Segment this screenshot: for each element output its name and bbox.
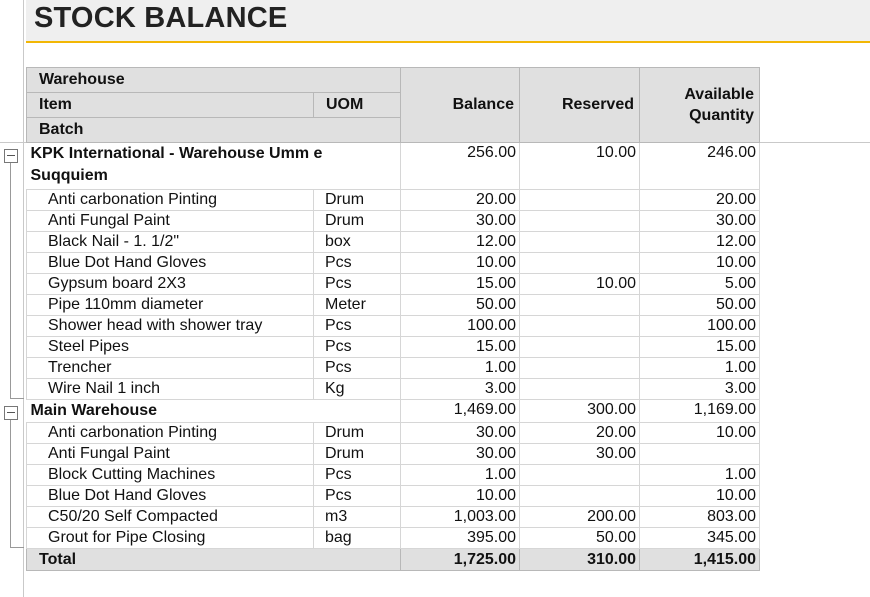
group-available: 246.00 bbox=[640, 143, 760, 190]
item-balance: 100.00 bbox=[401, 316, 520, 337]
item-available: 803.00 bbox=[640, 507, 760, 528]
item-uom: Pcs bbox=[314, 358, 401, 379]
available-quantity-header[interactable] bbox=[640, 68, 760, 143]
item-available: 10.00 bbox=[640, 253, 760, 274]
item-reserved bbox=[520, 337, 640, 358]
item-reserved bbox=[520, 211, 640, 232]
stock-item-row[interactable] bbox=[27, 507, 760, 528]
item-available: 1.00 bbox=[640, 465, 760, 486]
item-available: 20.00 bbox=[640, 190, 760, 211]
item-reserved bbox=[520, 486, 640, 507]
item-balance: 1.00 bbox=[401, 465, 520, 486]
item-balance: 1.00 bbox=[401, 358, 520, 379]
group-reserved: 10.00 bbox=[520, 143, 640, 190]
stock-item-row[interactable] bbox=[27, 274, 760, 295]
item-reserved bbox=[520, 232, 640, 253]
item-available bbox=[640, 444, 760, 465]
item-uom: Drum bbox=[314, 190, 401, 211]
item-available: 10.00 bbox=[640, 486, 760, 507]
item-reserved: 30.00 bbox=[520, 444, 640, 465]
left-gridline bbox=[23, 0, 24, 597]
item-balance: 395.00 bbox=[401, 528, 520, 549]
item-name[interactable]: Shower head with shower tray bbox=[27, 316, 314, 337]
stock-item-row[interactable] bbox=[27, 295, 760, 316]
total-label: Total bbox=[27, 549, 401, 571]
item-uom: bag bbox=[314, 528, 401, 549]
item-name[interactable]: Anti carbonation Pinting bbox=[27, 423, 314, 444]
item-name[interactable]: Black Nail - 1. 1/2" bbox=[27, 232, 314, 253]
item-name[interactable]: Steel Pipes bbox=[27, 337, 314, 358]
item-balance: 15.00 bbox=[401, 274, 520, 295]
item-reserved bbox=[520, 295, 640, 316]
tree-connector-line bbox=[10, 163, 11, 398]
item-balance: 20.00 bbox=[401, 190, 520, 211]
item-reserved bbox=[520, 316, 640, 337]
available-header-line2: Quantity bbox=[689, 107, 754, 124]
item-available: 345.00 bbox=[640, 528, 760, 549]
stock-item-row[interactable] bbox=[27, 232, 760, 253]
group-available: 1,169.00 bbox=[640, 400, 760, 423]
tree-connector-end bbox=[10, 398, 24, 399]
item-available: 12.00 bbox=[640, 232, 760, 253]
item-uom: Pcs bbox=[314, 486, 401, 507]
balance-header[interactable]: Balance bbox=[401, 68, 520, 143]
stock-item-row[interactable] bbox=[27, 190, 760, 211]
stock-item-row[interactable] bbox=[27, 211, 760, 232]
item-uom: Drum bbox=[314, 211, 401, 232]
item-name[interactable]: Wire Nail 1 inch bbox=[27, 379, 314, 400]
item-reserved bbox=[520, 379, 640, 400]
item-available: 15.00 bbox=[640, 337, 760, 358]
item-available: 1.00 bbox=[640, 358, 760, 379]
stock-item-row[interactable] bbox=[27, 486, 760, 507]
item-balance: 30.00 bbox=[401, 423, 520, 444]
item-available: 50.00 bbox=[640, 295, 760, 316]
item-name[interactable]: Trencher bbox=[27, 358, 314, 379]
item-reserved: 10.00 bbox=[520, 274, 640, 295]
page-title: STOCK BALANCE bbox=[34, 2, 288, 34]
item-reserved bbox=[520, 190, 640, 211]
total-balance: 1,725.00 bbox=[401, 549, 520, 571]
total-reserved: 310.00 bbox=[520, 549, 640, 571]
item-name[interactable]: Anti Fungal Paint bbox=[27, 444, 314, 465]
stock-item-row[interactable] bbox=[27, 465, 760, 486]
item-balance: 30.00 bbox=[401, 211, 520, 232]
tree-connector-line bbox=[10, 420, 11, 547]
uom-header[interactable]: UOM bbox=[314, 93, 401, 118]
group-balance: 1,469.00 bbox=[401, 400, 520, 423]
total-available: 1,415.00 bbox=[640, 549, 760, 571]
item-available: 3.00 bbox=[640, 379, 760, 400]
item-available: 100.00 bbox=[640, 316, 760, 337]
stock-item-row[interactable] bbox=[27, 337, 760, 358]
stock-item-row[interactable] bbox=[27, 423, 760, 444]
item-name[interactable]: Gypsum board 2X3 bbox=[27, 274, 314, 295]
item-uom: Meter bbox=[314, 295, 401, 316]
item-reserved bbox=[520, 358, 640, 379]
item-uom: Pcs bbox=[314, 274, 401, 295]
item-name[interactable]: Anti Fungal Paint bbox=[27, 211, 314, 232]
item-available: 10.00 bbox=[640, 423, 760, 444]
item-name[interactable]: Blue Dot Hand Gloves bbox=[27, 253, 314, 274]
item-uom: Pcs bbox=[314, 337, 401, 358]
available-header-line1: Available bbox=[684, 86, 754, 103]
item-name[interactable]: Pipe 110mm diameter bbox=[27, 295, 314, 316]
item-balance: 50.00 bbox=[401, 295, 520, 316]
item-balance: 3.00 bbox=[401, 379, 520, 400]
stock-item-row[interactable] bbox=[27, 528, 760, 549]
tree-connector-end bbox=[10, 547, 24, 548]
stock-item-row[interactable] bbox=[27, 358, 760, 379]
item-name[interactable]: Block Cutting Machines bbox=[27, 465, 314, 486]
group-reserved: 300.00 bbox=[520, 400, 640, 423]
item-uom: Pcs bbox=[314, 465, 401, 486]
item-balance: 15.00 bbox=[401, 337, 520, 358]
warehouse-group-name[interactable]: Main Warehouse bbox=[27, 400, 401, 423]
item-uom: m3 bbox=[314, 507, 401, 528]
item-uom: Drum bbox=[314, 444, 401, 465]
item-name[interactable]: C50/20 Self Compacted bbox=[27, 507, 314, 528]
item-name[interactable]: Grout for Pipe Closing bbox=[27, 528, 314, 549]
stock-item-row[interactable] bbox=[27, 444, 760, 465]
item-reserved bbox=[520, 465, 640, 486]
collapse-group-icon[interactable] bbox=[4, 406, 18, 420]
item-reserved: 200.00 bbox=[520, 507, 640, 528]
item-uom: Kg bbox=[314, 379, 401, 400]
item-header[interactable]: Item bbox=[27, 93, 314, 118]
warehouse-group-row[interactable] bbox=[27, 400, 760, 423]
item-uom: box bbox=[314, 232, 401, 253]
item-balance: 10.00 bbox=[401, 253, 520, 274]
item-name[interactable]: Blue Dot Hand Gloves bbox=[27, 486, 314, 507]
stock-item-row[interactable] bbox=[27, 316, 760, 337]
collapse-group-icon[interactable] bbox=[4, 149, 18, 163]
item-name[interactable]: Anti carbonation Pinting bbox=[27, 190, 314, 211]
group-balance: 256.00 bbox=[401, 143, 520, 190]
total-row bbox=[27, 549, 760, 571]
item-available: 30.00 bbox=[640, 211, 760, 232]
item-uom: Pcs bbox=[314, 253, 401, 274]
item-reserved bbox=[520, 253, 640, 274]
item-balance: 10.00 bbox=[401, 486, 520, 507]
reserved-header[interactable]: Reserved bbox=[520, 68, 640, 143]
warehouse-header[interactable]: Warehouse bbox=[27, 68, 401, 93]
item-reserved: 50.00 bbox=[520, 528, 640, 549]
item-balance: 12.00 bbox=[401, 232, 520, 253]
item-reserved: 20.00 bbox=[520, 423, 640, 444]
stock-item-row[interactable] bbox=[27, 379, 760, 400]
stock-balance-table bbox=[26, 67, 760, 571]
item-uom: Drum bbox=[314, 423, 401, 444]
warehouse-group-name[interactable]: KPK International - Warehouse Umm e Suqquiem bbox=[27, 143, 401, 190]
item-uom: Pcs bbox=[314, 316, 401, 337]
stock-item-row[interactable] bbox=[27, 253, 760, 274]
batch-header[interactable]: Batch bbox=[27, 118, 401, 143]
item-balance: 1,003.00 bbox=[401, 507, 520, 528]
warehouse-group-row[interactable] bbox=[27, 143, 760, 190]
item-balance: 30.00 bbox=[401, 444, 520, 465]
title-bar bbox=[26, 0, 870, 43]
item-available: 5.00 bbox=[640, 274, 760, 295]
